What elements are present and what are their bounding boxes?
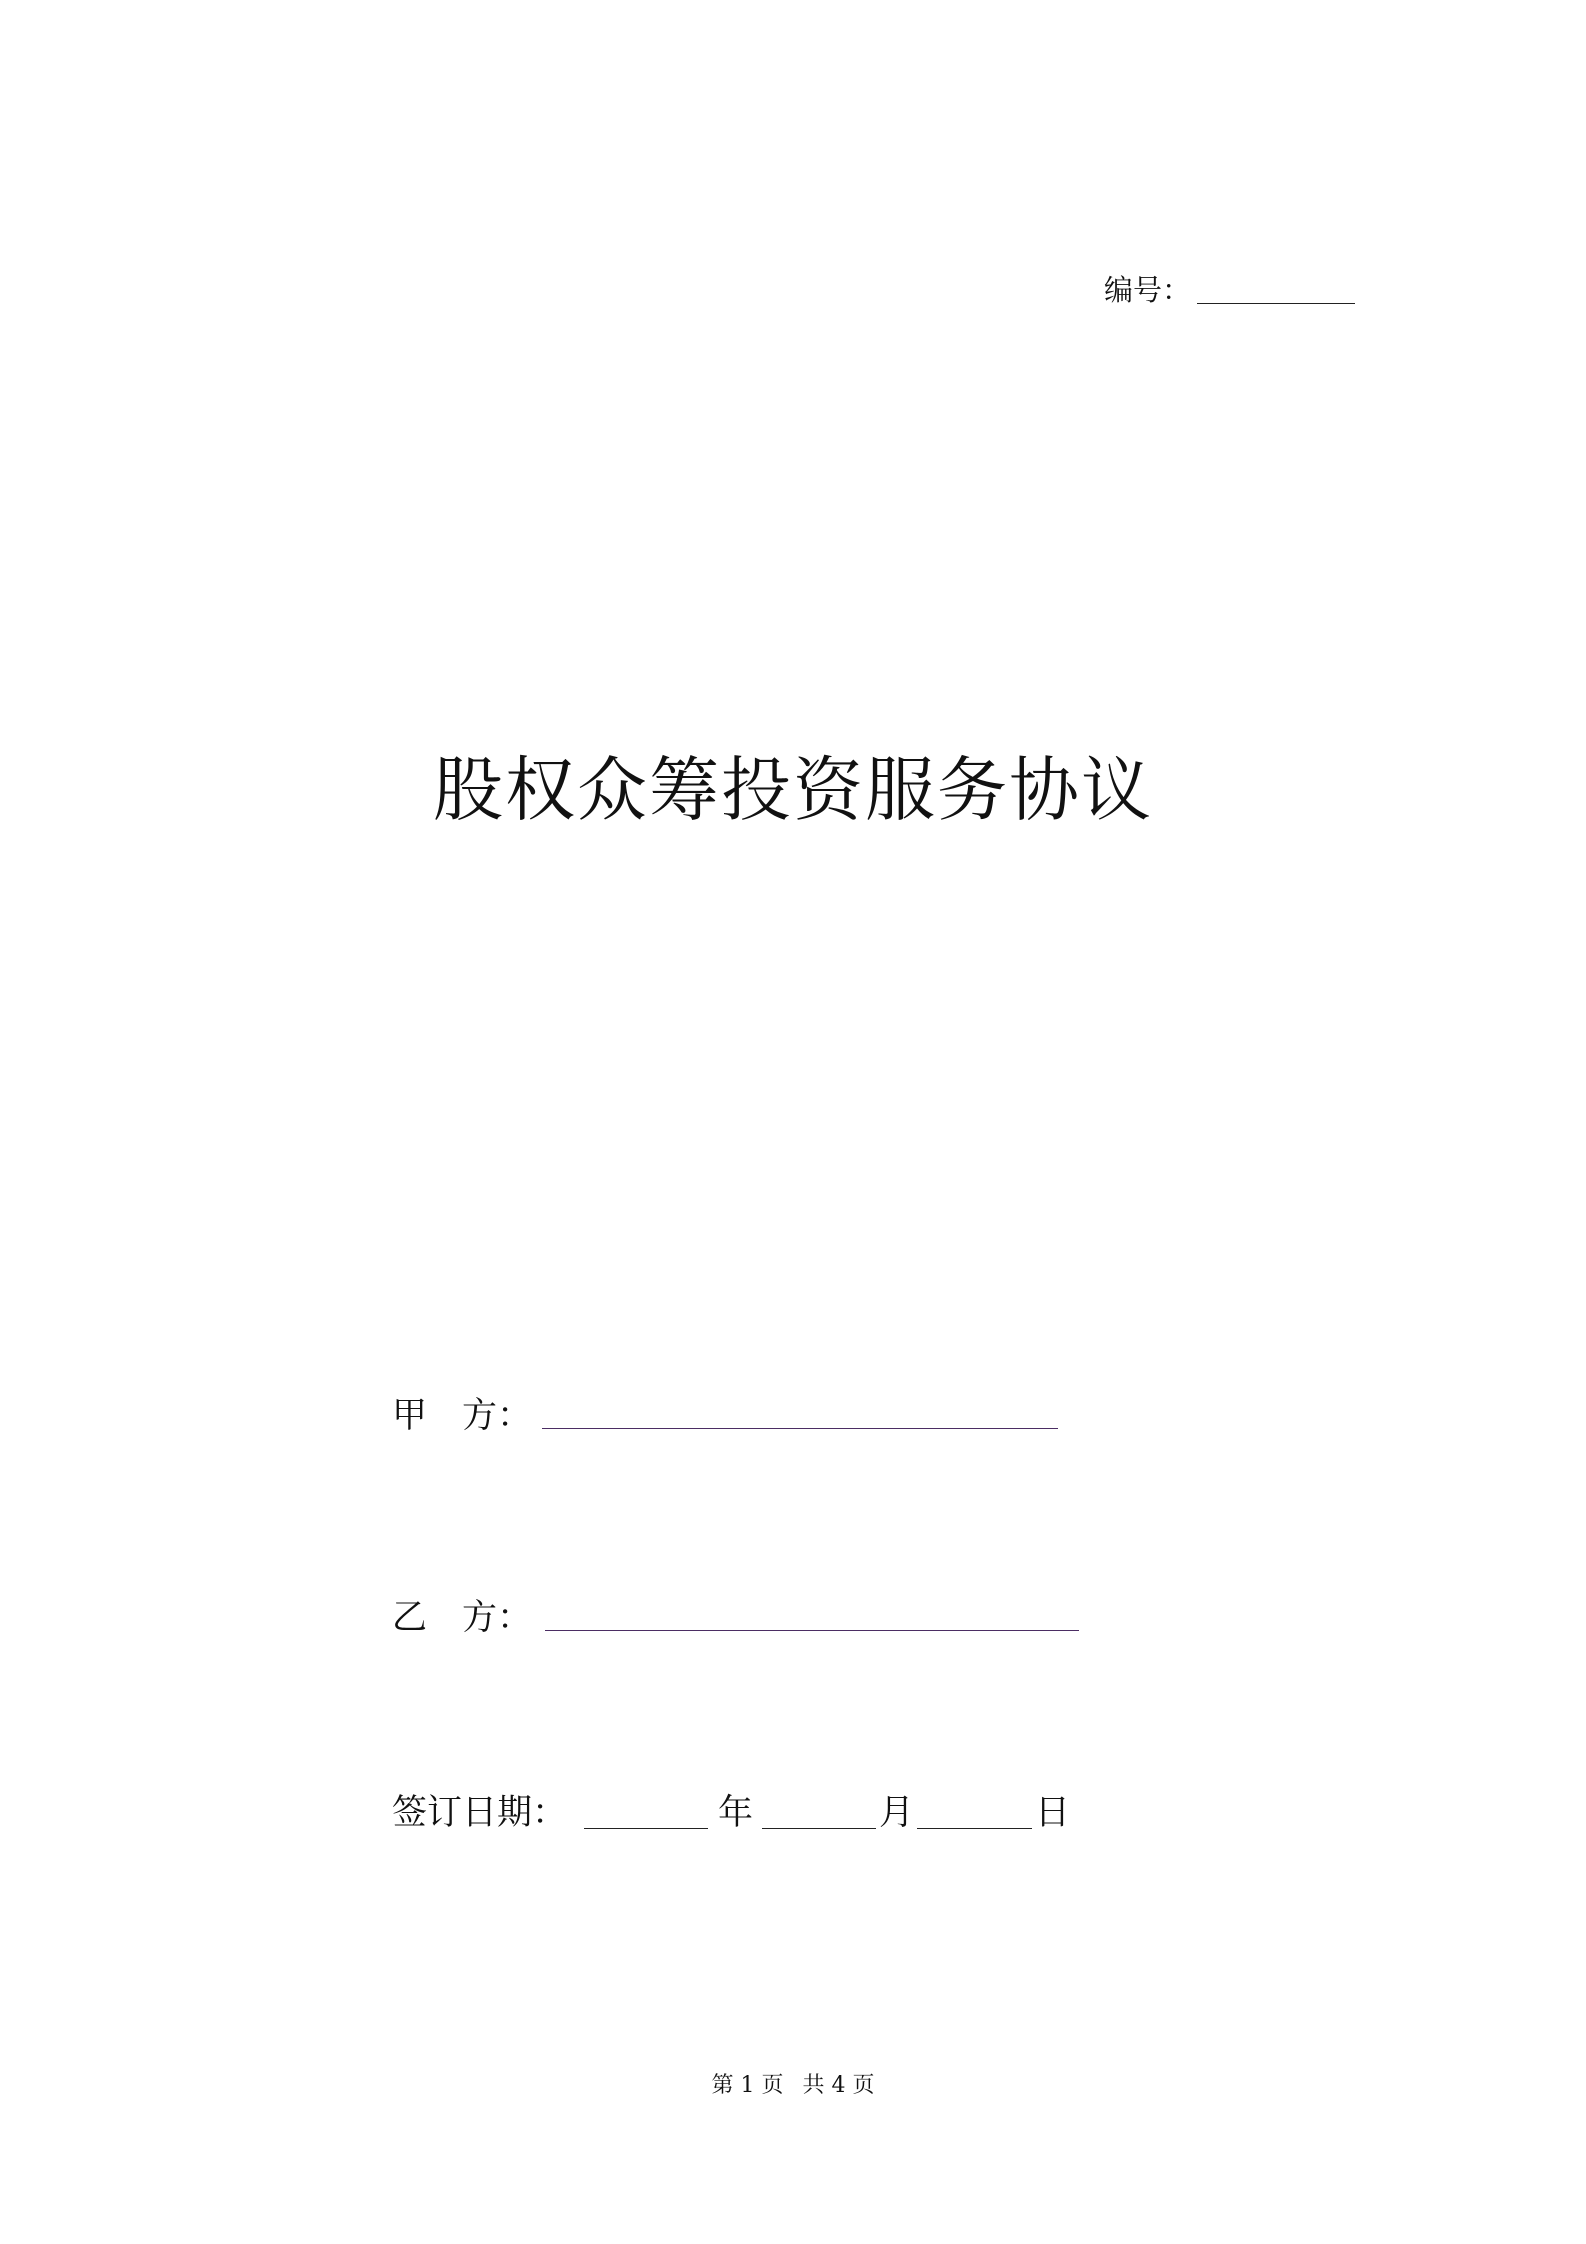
year-blank[interactable] (584, 1828, 708, 1829)
document-title: 股权众筹投资服务协议 (433, 749, 1153, 831)
day-blank[interactable] (917, 1828, 1032, 1829)
year-label: 年 (718, 1793, 754, 1833)
party-b-blank[interactable] (545, 1630, 1079, 1631)
serial-number-blank[interactable] (1197, 303, 1355, 304)
footer-page-number: 第 1 页 (711, 2073, 784, 2098)
party-a-label: 甲 方： (392, 1396, 533, 1436)
footer-total-pages: 共 4 页 (802, 2073, 875, 2098)
page-footer (0, 2071, 1586, 2101)
day-label: 日 (1035, 1793, 1071, 1833)
signing-date-label: 签订日期： (392, 1793, 568, 1833)
party-a-blank[interactable] (542, 1428, 1058, 1429)
serial-number-label: 编号： (1104, 273, 1192, 307)
month-blank[interactable] (762, 1828, 876, 1829)
party-b-label: 乙 方： (392, 1598, 533, 1638)
month-label: 月 (879, 1793, 915, 1833)
